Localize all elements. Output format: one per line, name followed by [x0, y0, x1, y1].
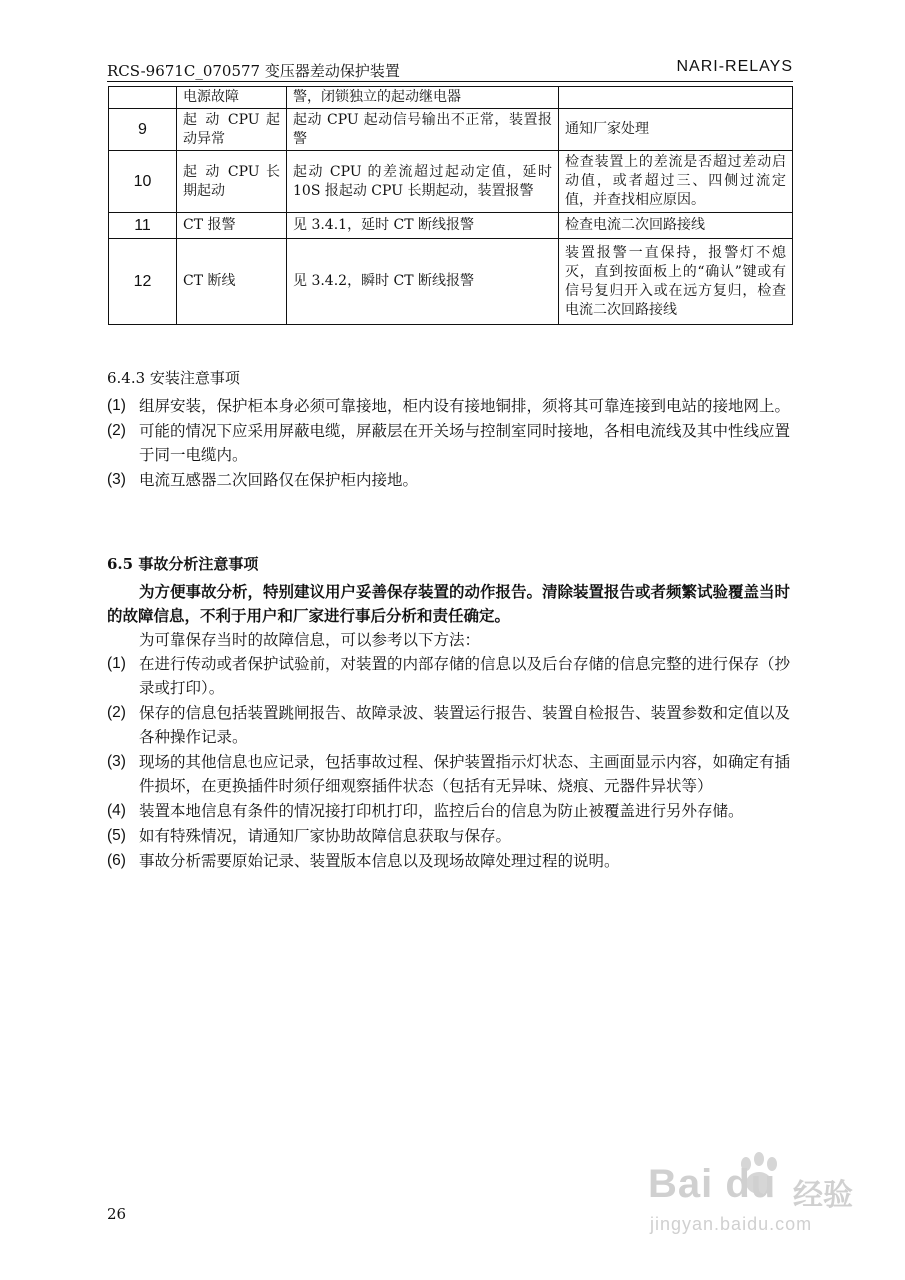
row-action: 通知厂家处理	[559, 109, 793, 151]
row-desc: 警，闭锁独立的起动继电器	[287, 87, 559, 109]
row-name: CT 报警	[177, 213, 287, 239]
section-fault-analysis	[107, 552, 797, 874]
list-item	[107, 750, 797, 798]
row-name: 电源故障	[177, 87, 287, 109]
item-mark: (1)	[107, 655, 126, 672]
row-desc: 见 3.4.2，瞬时 CT 断线报警	[287, 239, 559, 325]
item-text: 装置本地信息有条件的情况接打印机打印，监控后台的信息为防止被覆盖进行另外存储。	[139, 802, 744, 820]
row-action: 检查电流二次回路接线	[559, 213, 793, 239]
item-text: 电流互感器二次回路仅在保护柜内接地。	[139, 471, 419, 489]
row-desc: 起动 CPU 起动信号输出不正常，装置报警	[287, 109, 559, 151]
baidu-jingyan-watermark	[648, 1150, 863, 1250]
row-action: 检查装置上的差流是否超过差动启动值，或者超过三、四侧过流定值，并查找相应原因。	[559, 151, 793, 213]
row-number: 10	[109, 151, 177, 213]
row-name: CT 断线	[177, 239, 287, 325]
row-number: 9	[109, 109, 177, 151]
item-text: 事故分析需要原始记录、装置版本信息以及现场故障处理过程的说明。	[139, 852, 620, 870]
list-item	[107, 701, 797, 749]
row-number: 11	[109, 213, 177, 239]
table-row	[109, 151, 793, 213]
table-row	[109, 239, 793, 325]
item-text: 组屏安装，保护柜本身必须可靠接地，柜内设有接地铜排，须将其可靠连接到电站的接地网上。	[139, 397, 791, 415]
row-desc: 见 3.4.1，延时 CT 断线报警	[287, 213, 559, 239]
table-row	[109, 109, 793, 151]
row-action: 装置报警一直保持，报警灯不熄灭，直到按面板上的“确认”键或有信号复归开入或在远方复归，检查电流二次回路接线	[559, 239, 793, 325]
table-row	[109, 87, 793, 109]
item-text: 保存的信息包括装置跳闸报告、故障录波、装置运行报告、装置自检报告、装置参数和定值以及各种操作记录。	[139, 704, 791, 746]
item-mark: (4)	[107, 802, 126, 819]
watermark-brand: Bai du	[648, 1162, 777, 1206]
item-mark: (6)	[107, 852, 126, 869]
section-heading: 6.4.3 安装注意事项	[107, 369, 240, 387]
table-row	[109, 213, 793, 239]
header-rule	[107, 81, 793, 82]
row-name: 起 动 CPU 起动异常	[177, 109, 287, 151]
list-item	[107, 468, 797, 492]
list-item	[107, 419, 797, 467]
intro-paragraph: 为方便事故分析，特别建议用户妥善保存装置的动作报告。清除装置报告或者频繁试验覆盖当时的故障信息，不利于用户和厂家进行事后分析和责任确定。	[107, 582, 791, 625]
page-header	[107, 56, 793, 82]
section-install-notes	[107, 366, 797, 493]
list-item	[107, 799, 797, 823]
item-text: 如有特殊情况，请通知厂家协助故障信息获取与保存。	[139, 827, 512, 845]
item-mark: (3)	[107, 471, 126, 488]
row-action	[559, 87, 793, 109]
header-brand: NARI-RELAYS	[676, 58, 793, 75]
item-mark: (5)	[107, 827, 126, 844]
list-item	[107, 394, 797, 418]
item-mark: (3)	[107, 753, 126, 770]
watermark-url: jingyan.baidu.com	[650, 1214, 813, 1234]
header-title: RCS-9671C_070577 变压器差动保护装置	[107, 62, 400, 80]
section-heading: 6.5 事故分析注意事项	[107, 555, 259, 573]
row-number	[109, 87, 177, 109]
item-text: 可能的情况下应采用屏蔽电缆，屏蔽层在开关场与控制室同时接地，各相电流线及其中性线应置于同一电缆内。	[139, 422, 791, 464]
item-text: 在进行传动或者保护试验前，对装置的内部存储的信息以及后台存储的信息完整的进行保存（抄录或打印）。	[139, 655, 791, 697]
item-mark: (2)	[107, 422, 126, 439]
list-item	[107, 824, 797, 848]
row-number: 12	[109, 239, 177, 325]
page-number: 26	[107, 1205, 127, 1223]
item-mark: (1)	[107, 397, 126, 414]
fault-table	[108, 86, 793, 325]
item-mark: (2)	[107, 704, 126, 721]
list-item	[107, 652, 797, 700]
item-text: 现场的其他信息也应记录，包括事故过程、保护装置指示灯状态、主画面显示内容，如确定有插件损坏，在更换插件时须仔细观察插件状态（包括有无异味、烧痕、元器件异状等）	[139, 753, 791, 795]
intro-paragraph-2: 为可靠保存当时的故障信息，可以参考以下方法：	[139, 631, 481, 649]
row-name: 起 动 CPU 长期起动	[177, 151, 287, 213]
list-item	[107, 849, 797, 873]
row-desc: 起动 CPU 的差流超过起动定值，延时 10S 报起动 CPU 长期起动，装置报警	[287, 151, 559, 213]
watermark-cn: 经验	[793, 1179, 853, 1212]
